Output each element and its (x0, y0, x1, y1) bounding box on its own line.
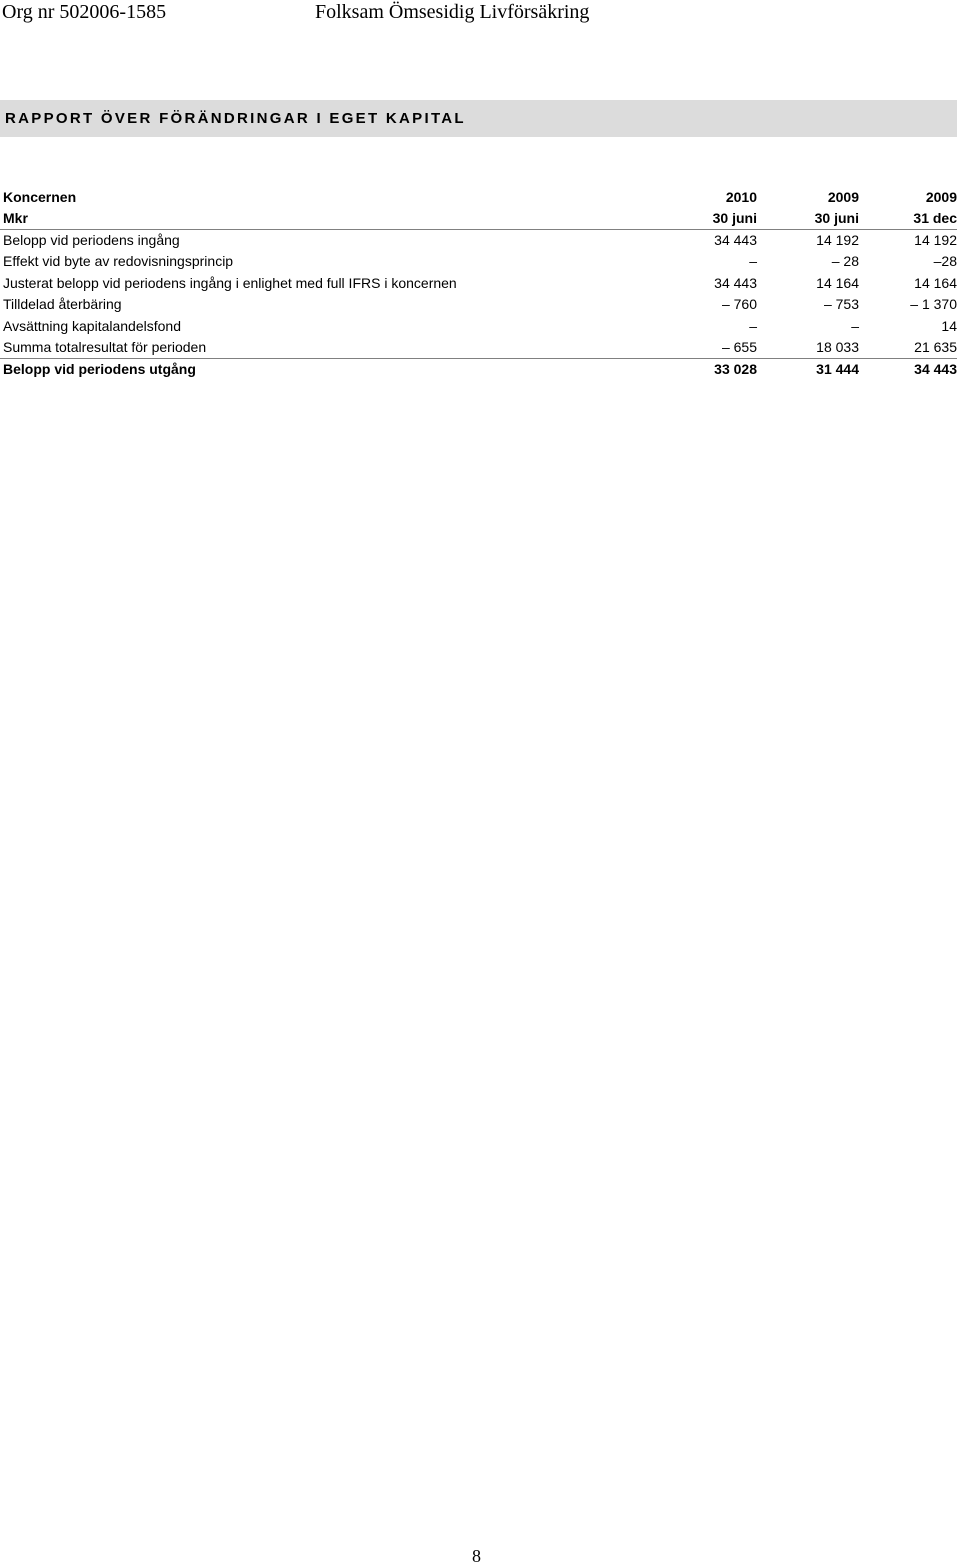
header-row-year (0, 186, 957, 208)
table-row (0, 315, 957, 337)
row-label: Effekt vid byte av redovisningsprincip (3, 253, 234, 270)
year-2010: 2010 (725, 188, 757, 205)
year-2009-june: 2009 (827, 188, 859, 205)
cell-2010: – 655 (721, 339, 757, 355)
cell-2010: 34 443 (714, 274, 757, 291)
cell-2009-june: – 28 (831, 253, 859, 270)
date-2010: 30 juni (660, 208, 757, 230)
row-label: Belopp vid periodens ingång (3, 232, 180, 248)
row-label: Avsättning kapitalandelsfond (3, 317, 181, 334)
cell-2009-june: – (851, 317, 859, 334)
section-title: RAPPORT ÖVER FÖRÄNDRINGAR I EGET KAPITAL (5, 110, 466, 127)
total-2009-june: 31 444 (757, 358, 859, 380)
company-name: Folksam Ömsesidig Livförsäkring (315, 1, 590, 23)
table-row (0, 337, 957, 359)
unit-label: Mkr (0, 208, 660, 230)
total-2009-dec: 34 443 (859, 358, 957, 380)
cell-2009-june: – 753 (823, 296, 859, 313)
table-row (0, 229, 957, 251)
table-row (0, 272, 957, 294)
date-2009-dec: 31 dec (859, 208, 957, 230)
cell-2009-dec: – 1 370 (910, 296, 957, 313)
cell-2009-dec: 21 635 (914, 339, 957, 355)
total-2010: 33 028 (660, 358, 757, 380)
cell-2009-dec: 14 164 (914, 274, 957, 291)
cell-2009-june: 14 164 (816, 274, 859, 291)
page-number: 8 (472, 1546, 481, 1566)
header-row-date (0, 208, 957, 230)
equity-changes-table (0, 186, 957, 380)
year-2009-dec: 2009 (925, 188, 957, 205)
column-group-label: Koncernen (3, 188, 77, 205)
cell-2010: 34 443 (714, 232, 757, 248)
cell-2009-june: 14 192 (816, 232, 859, 248)
row-label: Justerat belopp vid periodens ingång i enlighet med full IFRS i koncernen (3, 274, 457, 291)
org-number: Org nr 502006-1585 (2, 1, 167, 23)
cell-2009-dec: 14 (941, 317, 957, 334)
row-label: Tilldelad återbäring (3, 296, 122, 313)
cell-2010: – (749, 317, 757, 334)
cell-2009-dec: 14 192 (914, 232, 957, 248)
cell-2009-june: 18 033 (816, 339, 859, 355)
cell-2010: – (749, 253, 757, 270)
row-label: Summa totalresultat för perioden (3, 339, 207, 355)
section-title-band (0, 100, 957, 137)
total-row (0, 358, 957, 380)
total-label: Belopp vid periodens utgång (0, 358, 660, 380)
cell-2010: – 760 (721, 296, 757, 313)
cell-2009-dec: –28 (933, 253, 957, 270)
table-row (0, 251, 957, 273)
table-row (0, 294, 957, 316)
date-2009-june: 30 juni (757, 208, 859, 230)
